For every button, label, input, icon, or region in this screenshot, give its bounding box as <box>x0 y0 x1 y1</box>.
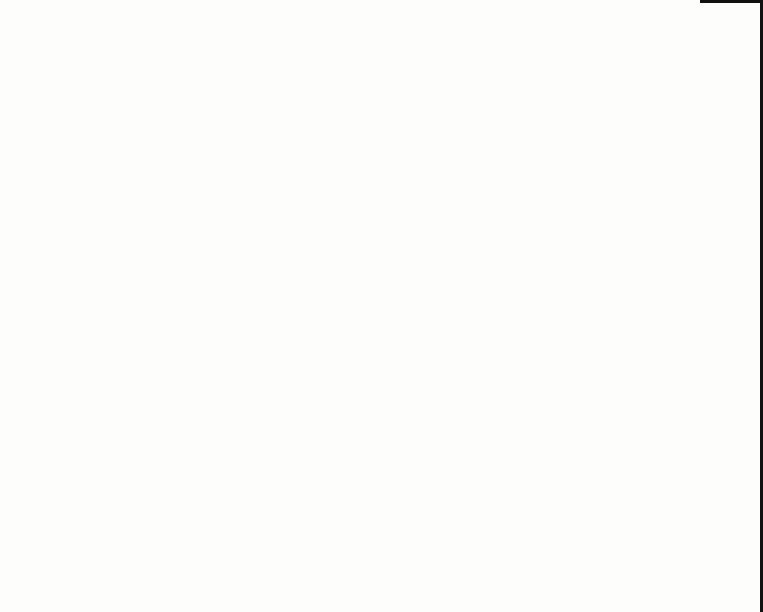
legend <box>55 82 66 93</box>
scan-edge-top <box>700 0 763 3</box>
